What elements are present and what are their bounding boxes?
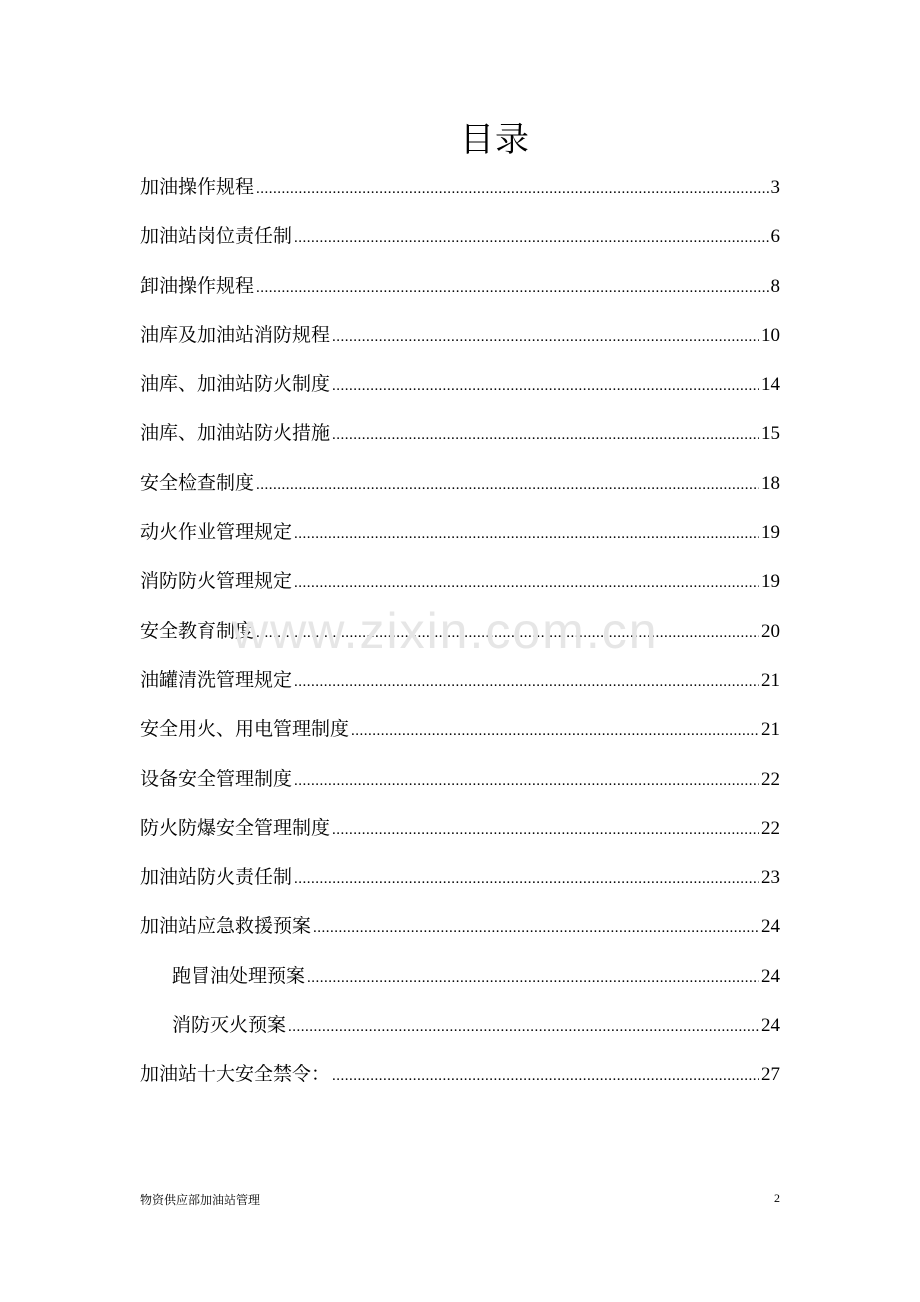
toc-entry-page: 24 [761, 965, 780, 987]
toc-entry-page: 18 [761, 472, 780, 494]
toc-entry[interactable] [140, 853, 780, 902]
toc-dot-leader [294, 510, 759, 559]
toc-entry-page: 23 [761, 867, 780, 889]
toc-entry-page: 22 [761, 817, 780, 839]
toc-dot-leader [294, 658, 759, 707]
toc-entry-page: 21 [761, 669, 780, 691]
toc-entry-text: 卸油操作规程 [140, 274, 255, 297]
toc-entry-text: 油库、加油站防火制度 [140, 373, 331, 396]
toc-entry-page: 22 [761, 768, 780, 790]
toc-entry-text: 油罐清洗管理规定 [140, 668, 293, 691]
toc-entry[interactable] [140, 262, 780, 311]
toc-entry-page: 24 [761, 1015, 780, 1037]
toc-entry-page: 19 [761, 571, 780, 593]
toc-entry-page: 21 [761, 719, 780, 741]
toc-entry-page: 8 [770, 275, 780, 297]
toc-entry[interactable] [140, 212, 780, 261]
toc-entry[interactable] [140, 902, 780, 951]
toc-entry[interactable] [140, 459, 780, 508]
toc-entry[interactable] [140, 508, 780, 557]
toc-entry[interactable] [140, 656, 780, 705]
toc-entry-text: 消防灭火预案 [172, 1014, 287, 1037]
toc-entry-text: 安全教育制度 [140, 619, 255, 642]
toc-entry-text: 防火防爆安全管理制度 [140, 816, 331, 839]
toc-dot-leader [256, 165, 768, 214]
toc-entry[interactable] [140, 755, 780, 804]
toc-entry[interactable] [140, 804, 780, 853]
toc-entry[interactable] [140, 705, 780, 754]
toc-entry-text: 消防防火管理规定 [140, 570, 293, 593]
toc-entry-page: 10 [761, 324, 780, 346]
toc-entry-text: 油库及加油站消防规程 [140, 323, 331, 346]
toc-entry-text: 加油操作规程 [140, 176, 255, 198]
toc-entry-page: 20 [761, 620, 780, 642]
toc-entry[interactable] [140, 607, 780, 656]
toc-dot-leader [332, 1052, 759, 1101]
toc-dot-leader [307, 954, 759, 1003]
toc-subentry[interactable] [140, 952, 780, 1001]
toc-dot-leader [332, 806, 759, 855]
toc-entry[interactable] [140, 557, 780, 606]
toc-entry-text: 设备安全管理制度 [140, 767, 293, 790]
toc-entry-page: 3 [770, 177, 780, 198]
toc-dot-leader [294, 559, 759, 608]
toc-dot-leader [294, 757, 759, 806]
toc-entry-text: 安全用火、用电管理制度 [140, 718, 350, 741]
page-footer [140, 1191, 780, 1208]
toc-entry-page: 6 [770, 226, 780, 248]
toc-dot-leader [332, 411, 759, 460]
toc-dot-leader [288, 1003, 759, 1052]
toc-entry-text: 加油站防火责任制 [140, 866, 293, 889]
toc-entry[interactable] [140, 311, 780, 360]
toc-dot-leader [332, 362, 759, 411]
toc-entry[interactable] [140, 360, 780, 409]
toc-entry-text: 油库、加油站防火措施 [140, 422, 331, 445]
toc-entry[interactable] [140, 1050, 780, 1099]
toc-list [140, 163, 780, 1100]
toc-dot-leader [256, 264, 768, 313]
toc-entry[interactable] [140, 163, 780, 212]
toc-entry-text: 加油站应急救援预案 [140, 915, 312, 938]
footer-page-number: 2 [774, 1191, 780, 1205]
toc-subentry[interactable] [140, 1001, 780, 1050]
toc-dot-leader [332, 313, 759, 362]
toc-dot-leader [256, 609, 759, 658]
toc-dot-leader [313, 904, 759, 953]
toc-entry-text: 跑冒油处理预案 [172, 964, 306, 987]
toc-dot-leader [351, 707, 759, 756]
toc-entry[interactable] [140, 409, 780, 458]
toc-entry-text: 动火作业管理规定 [140, 521, 293, 544]
toc-title: 目录 [460, 120, 530, 160]
toc-dot-leader [294, 214, 768, 263]
toc-entry-page: 14 [761, 374, 780, 396]
toc-dot-leader [294, 855, 759, 904]
toc-entry-page: 27 [761, 1064, 780, 1086]
toc-entry-page: 24 [761, 916, 780, 938]
footer-text: 物资供应部加油站管理 [140, 1193, 261, 1207]
toc-entry-text: 加油站岗位责任制 [140, 225, 293, 248]
toc-entry-text: 安全检查制度 [140, 471, 255, 494]
toc-entry-page: 19 [761, 522, 780, 544]
watermark: www.zixin.com.cn [232, 603, 659, 659]
toc-entry-text: 加油站十大安全禁令： [140, 1063, 331, 1086]
toc-entry-page: 15 [761, 423, 780, 445]
toc-dot-leader [256, 461, 759, 510]
